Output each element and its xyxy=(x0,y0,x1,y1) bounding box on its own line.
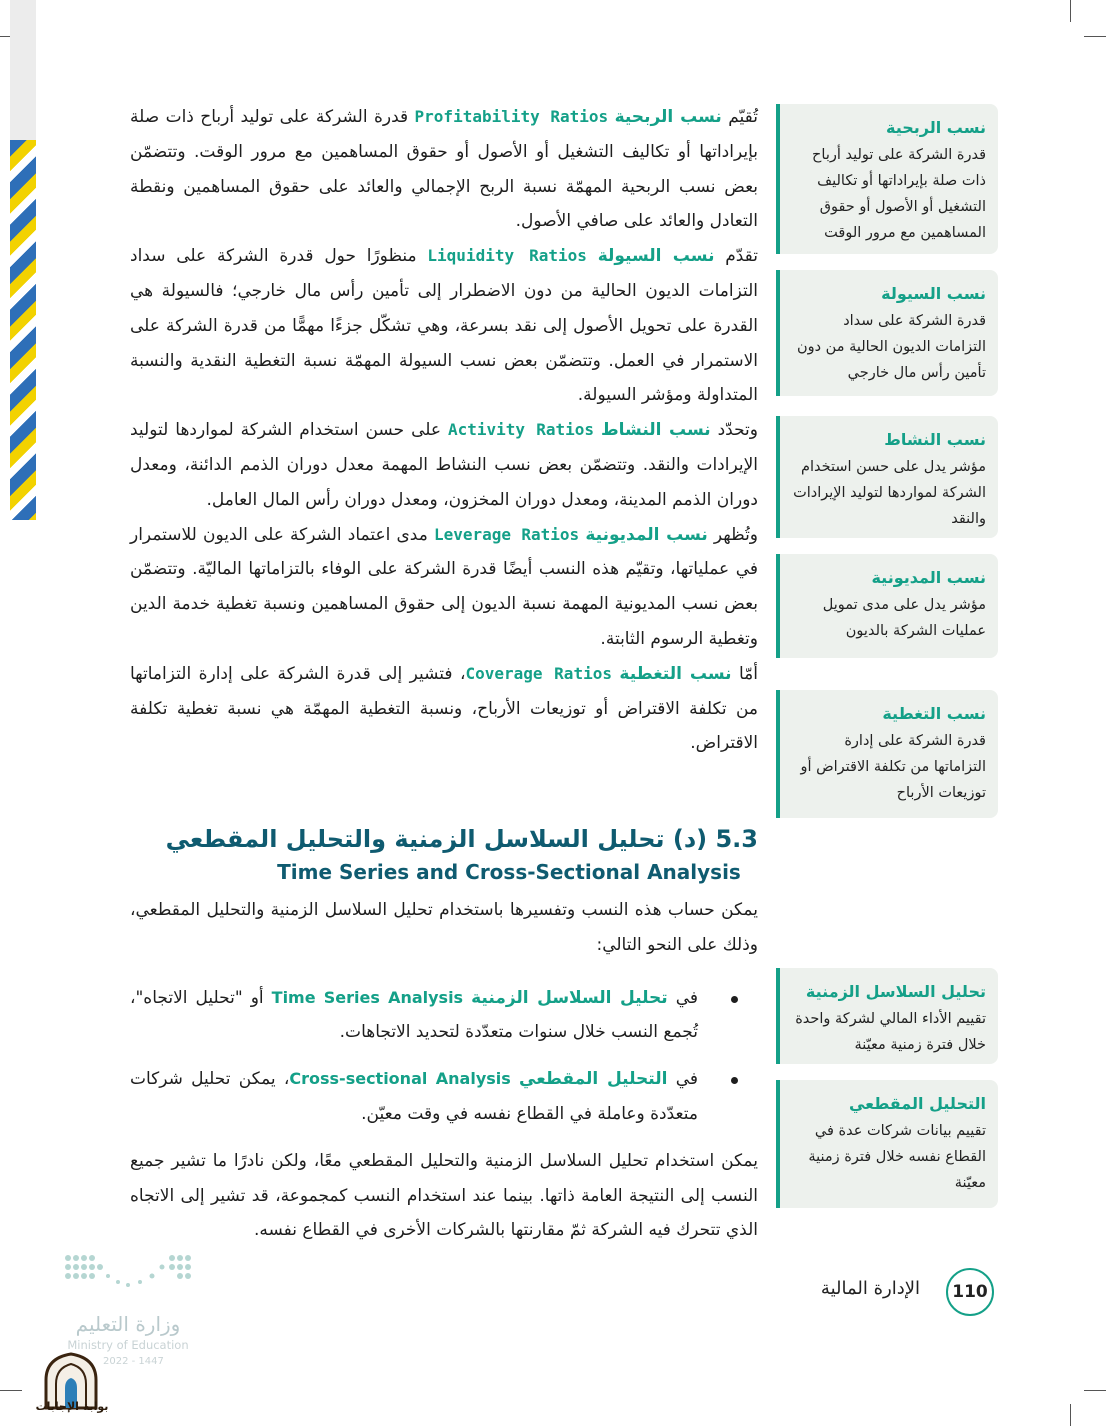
bullet-text: ، يمكن تحليل شركات متعدّدة وعاملة في القطاع نفسه في وقت معيّن. xyxy=(130,1069,698,1124)
glossary-box-coverage xyxy=(776,690,998,818)
decorative-color-strip xyxy=(10,0,36,520)
section-closing: يمكن استخدام تحليل السلاسل الزمنية والتحليل المقطعي معًا، ولكن نادرًا ما تشير جميع النسب إلى النتيجة العامة ذاتها. بينما عند استخدام النسب كمجموعة، قد تشير إلى الاتجاه الذي تتحرك فيه الشركة ثمّ مقارنتها بالشركات الأخرى في القطاع نفسه. xyxy=(130,1150,758,1241)
crop-mark xyxy=(1084,1390,1106,1391)
bullet-list xyxy=(130,981,758,1132)
term-english: Activity Ratios xyxy=(447,420,595,440)
paragraph-text: وتحدّد xyxy=(710,420,758,441)
bullet-text: في xyxy=(667,1069,698,1090)
glossary-title: نسب الربحية xyxy=(885,118,986,137)
term-english: Coverage Ratios xyxy=(465,663,612,683)
term-arabic: نسب السيولة xyxy=(597,246,715,267)
glossary-box-leverage xyxy=(776,554,998,658)
term-english: Cross-sectional Analysis xyxy=(289,1069,511,1089)
glossary-box-time-series xyxy=(776,968,998,1064)
paragraph-text: تُقيّم xyxy=(721,107,758,127)
glossary-text: قدرة الشركة على سداد التزامات الديون الحالية من دون تأمين رأس مال خارجي xyxy=(796,313,986,381)
paragraph-text: مدى اعتماد الشركة على الديون للاستمرار في عملياتها، وتقيّم هذه النسب أيضًا قدرة الشركة على الوفاء بالتزاماتها الماليّة. وتتضمّن بعض نسب المديونية المهمة نسبة الديون إلى حقوق المساهمين ونسبة تغطية خدمة الدين وتغطية الرسوم الثابتة. xyxy=(130,524,758,649)
paragraph-activity xyxy=(130,413,758,517)
ministry-name-english: Ministry of Education xyxy=(67,1338,189,1352)
paragraph-coverage xyxy=(130,657,758,761)
section-heading-arabic: 5.3 (د) تحليل السلاسل الزمنية والتحليل المقطعي xyxy=(165,825,758,853)
paragraph-profitability xyxy=(130,100,758,239)
glossary-box-activity xyxy=(776,416,998,538)
paragraph-text: وتُظهر xyxy=(707,524,759,545)
glossary-title: نسب السيولة xyxy=(881,284,986,303)
paragraph-text: منظورًا حول قدرة الشركة على سداد التزامات الديون الحالية من دون الاضطرار إلى تأمين رأس مال خارجي؛ فالسيولة هي القدرة على تحويل الأصول إلى نقد بسرعة، وهي تشكّل جزءًا مهمًّا من قدرة الشركة على الاستمرار في العمل. وتتضمّن بعض نسب السيولة المهمّة نسبة التغطية النقدية والنسبة المتداولة ومؤشر السيولة. xyxy=(130,246,758,406)
term-english: Leverage Ratios xyxy=(433,524,580,544)
glossary-title: نسب المديونية xyxy=(871,568,986,587)
term-english: Profitability Ratios xyxy=(414,107,609,126)
term-arabic: نسب الربحية xyxy=(614,107,722,127)
main-text-column xyxy=(130,100,758,761)
paragraph-text: قدرة الشركة على توليد أرباح ذات صلة بإيراداتها أو تكاليف التشغيل أو الأصول أو حقوق المساهمين مع مرور الوقت. وتتضمّن بعض نسب الربحية المهمّة نسبة الربح الإجمالي والعائد على حقوق المساهمين ونقطة التعادل والعائد على صافي الأصول. xyxy=(130,107,758,232)
paragraph-liquidity xyxy=(130,239,758,413)
bullet-item-cross-sectional xyxy=(130,1062,758,1132)
glossary-text: قدرة الشركة على توليد أرباح ذات صلة بإيراداتها أو تكاليف التشغيل أو الأصول أو حقوق المساهمين مع مرور الوقت xyxy=(812,147,986,241)
gate-label: بوابة الإجابات xyxy=(35,1400,109,1413)
ministry-dots-icon xyxy=(62,1252,202,1302)
term-arabic: نسب التغطية xyxy=(619,663,732,684)
term-arabic: تحليل السلاسل الزمنية xyxy=(471,987,668,1008)
glossary-box-profitability xyxy=(776,104,998,254)
glossary-sidebar xyxy=(776,0,998,1240)
glossary-text: مؤشر يدل على مدى تمويل عمليات الشركة بالديون xyxy=(822,597,986,639)
book-title: الإدارة المالية xyxy=(820,1278,920,1299)
glossary-title: التحليل المقطعي xyxy=(848,1094,986,1113)
crop-mark xyxy=(0,1390,22,1391)
term-arabic: التحليل المقطعي xyxy=(519,1069,668,1090)
paragraph-leverage xyxy=(130,518,758,657)
section-intro: يمكن حساب هذه النسب وتفسيرها باستخدام تحليل السلاسل الزمنية والتحليل المقطعي، وذلك على النحو التالي: xyxy=(130,900,758,955)
bullet-dot xyxy=(731,996,738,1003)
glossary-title: نسب النشاط xyxy=(884,430,986,449)
paragraph-text: ، فتشير إلى قدرة الشركة على إدارة التزاماتها من تكلفة الاقتراض أو توزيعات الأرباح، ونسبة التغطية المهمّة هي نسبة تغطية تكلفة الاقتراض. xyxy=(130,663,758,754)
section-heading-english: Time Series and Cross-Sectional Analysis xyxy=(277,860,741,884)
glossary-text: قدرة الشركة على إدارة التزاماتها من تكلفة الاقتراض أو توزيعات الأرباح xyxy=(800,733,986,801)
paragraph-text: تقدّم xyxy=(714,246,759,267)
term-english: Liquidity Ratios xyxy=(427,246,587,266)
bullet-item-time-series xyxy=(130,981,758,1051)
bullet-text: في xyxy=(667,987,699,1008)
section-body xyxy=(130,893,758,1248)
paragraph-text: على حسن استخدام الشركة لمواردها لتوليد الإيرادات والنقد. وتتضمّن بعض نسب النشاط المهمة معدل دوران الذمم الدائنة، ومعدل دوران الذمم المدينة، ومعدل دوران المخزون، ومعدل دوران رأس المال العامل. xyxy=(130,420,758,510)
glossary-text: تقييم الأداء المالي لشركة واحدة خلال فترة زمنية معيّنة xyxy=(795,1011,986,1053)
bullet-dot xyxy=(731,1077,738,1084)
glossary-box-liquidity xyxy=(776,270,998,396)
term-arabic: نسب المديونية xyxy=(585,524,708,545)
paragraph-text: أمّا xyxy=(731,663,759,684)
ministry-name-arabic: وزارة التعليم xyxy=(75,1312,181,1336)
crop-mark xyxy=(1070,1404,1071,1426)
glossary-title: نسب التغطية xyxy=(882,704,986,723)
bullet-text: أو "تحليل الاتجاه"، تُجمع النسب خلال سنوات متعدّدة لتحديد الاتجاهات. xyxy=(130,987,698,1043)
section-heading xyxy=(130,822,758,884)
glossary-box-cross-sectional xyxy=(776,1080,998,1208)
crop-mark xyxy=(1070,0,1071,22)
term-english: Time Series Analysis xyxy=(271,987,464,1007)
page-number: 110 xyxy=(946,1268,994,1316)
term-arabic: نسب النشاط xyxy=(600,420,711,441)
glossary-title: تحليل السلاسل الزمنية xyxy=(805,982,986,1001)
crop-mark xyxy=(1084,36,1106,37)
ministry-year: 2022 - 1447 xyxy=(103,1356,164,1367)
stripe-pattern xyxy=(10,140,36,520)
glossary-text: تقييم بيانات شركات عدة في القطاع نفسه خلال فترة زمنية معيّنة xyxy=(808,1123,986,1191)
glossary-text: مؤشر يدل على حسن استخدام الشركة لمواردها لتوليد الإيرادات والنقد xyxy=(793,459,986,527)
